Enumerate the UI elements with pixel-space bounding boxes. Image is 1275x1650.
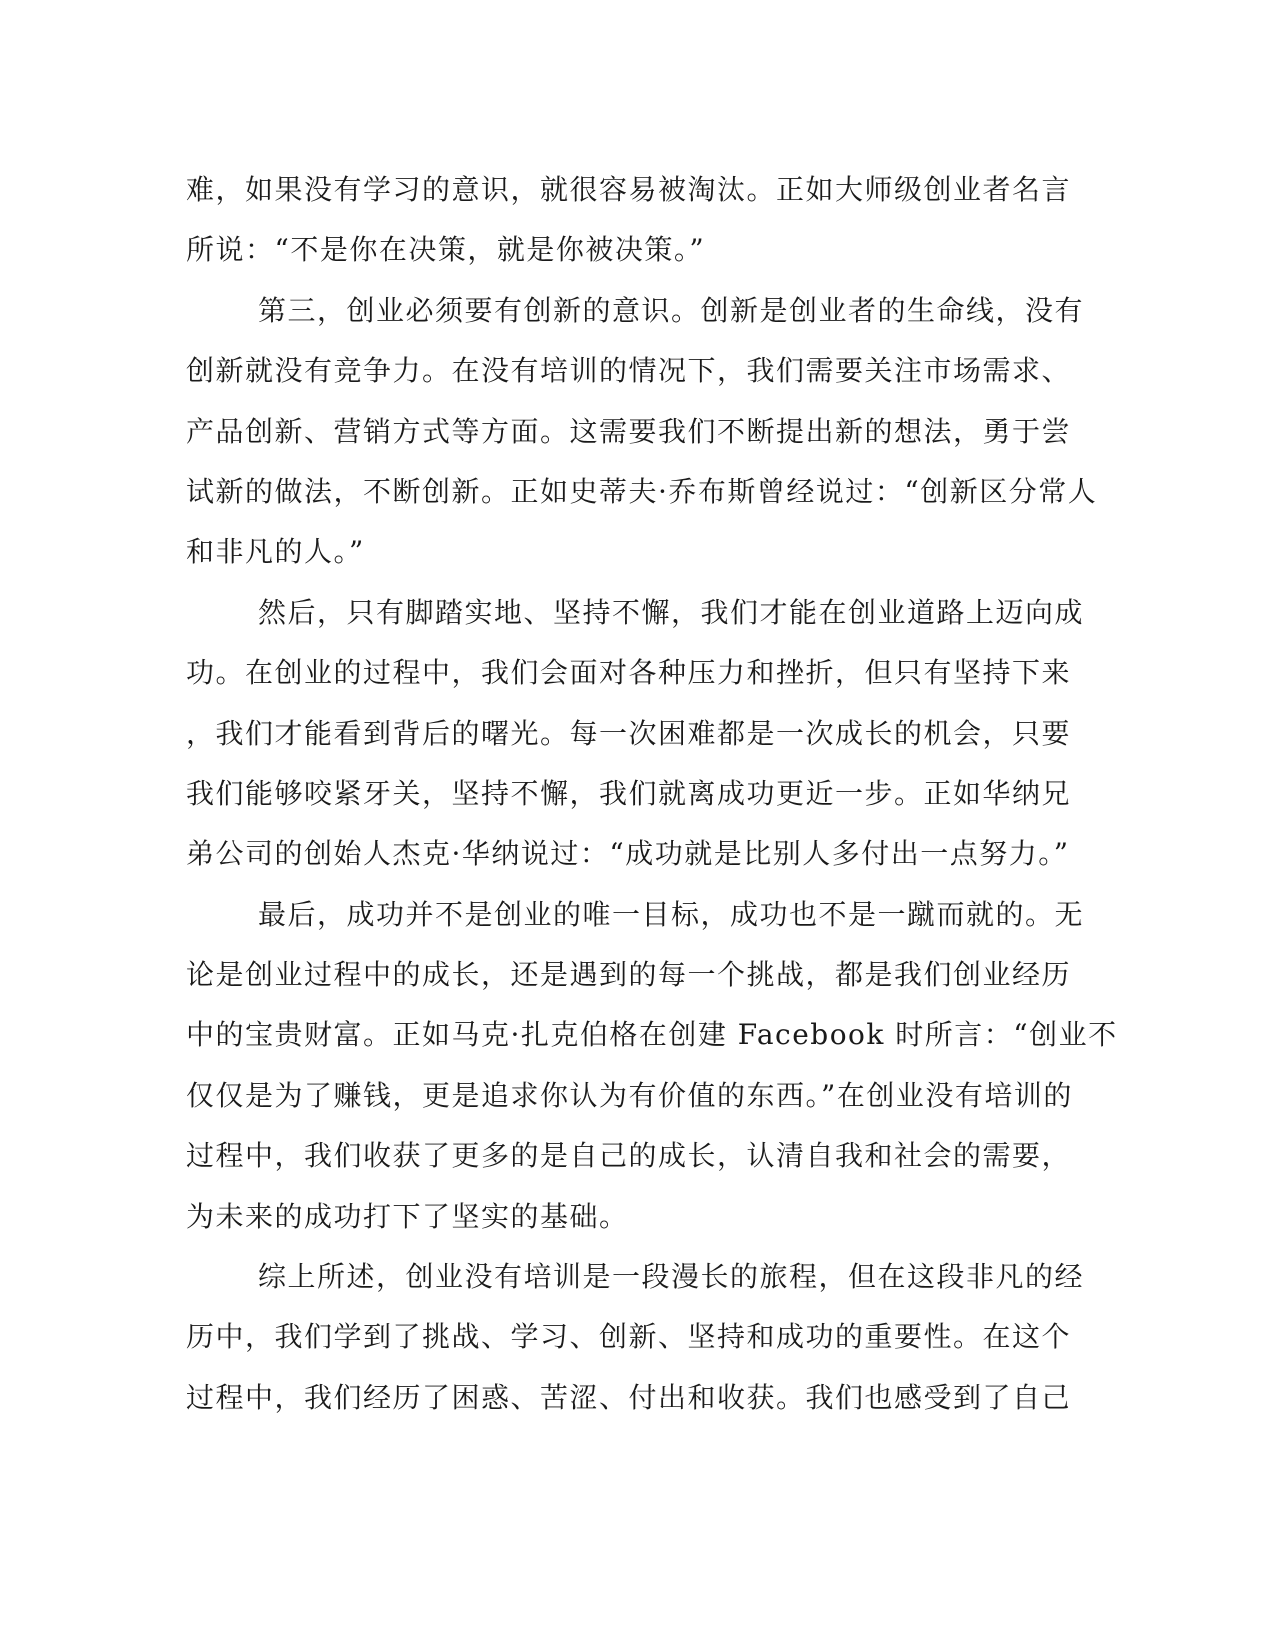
text-line: 功。在创业的过程中，我们会面对各种压力和挫折，但只有坚持下来 <box>186 656 1072 690</box>
text-line: 过程中，我们收获了更多的是自己的成长，认清自我和社会的需要， <box>186 1139 1072 1173</box>
text-line: 难，如果没有学习的意识，就很容易被淘汰。正如大师级创业者名言 <box>186 173 1072 206</box>
paragraph-start-line: 然后，只有脚踏实地、坚持不懈，我们才能在创业道路上迈向成 <box>258 595 1085 629</box>
text-line: 弟公司的创始人杰克·华纳说过：“成功就是比别人多付出一点努力。” <box>186 837 1070 871</box>
paragraph-start-line: 综上所述，创业没有培训是一段漫长的旅程，但在这段非凡的经 <box>258 1260 1085 1294</box>
text-line: 创新就没有竞争力。在没有培训的情况下，我们需要关注市场需求、 <box>186 354 1072 388</box>
text-line: 过程中，我们经历了困惑、苦涩、付出和收获。我们也感受到了自己 <box>186 1380 1072 1414</box>
text-line: 产品创新、营销方式等方面。这需要我们不断提出新的想法，勇于尝 <box>186 414 1072 448</box>
text-line: ，我们才能看到背后的曙光。每一次困难都是一次成长的机会，只要 <box>186 716 1072 750</box>
text-line: 论是创业过程中的成长，还是遇到的每一个挑战，都是我们创业经历 <box>186 958 1072 992</box>
text-line: 所说：“不是你在决策，就是你被决策。” <box>186 233 706 267</box>
text-line: 历中，我们学到了挑战、学习、创新、坚持和成功的重要性。在这个 <box>186 1320 1072 1354</box>
text-line: 和非凡的人。” <box>186 535 365 569</box>
paragraph-start-line: 最后，成功并不是创业的唯一目标，成功也不是一蹴而就的。无 <box>258 897 1085 931</box>
text-line: 试新的做法，不断创新。正如史蒂夫·乔布斯曾经说过：“创新区分常人 <box>186 474 1098 508</box>
paragraph-start-line: 第三，创业必须要有创新的意识。创新是创业者的生命线，没有 <box>258 293 1085 327</box>
text-line: 仅仅是为了赚钱，更是追求你认为有价值的东西。”在创业没有培训的 <box>186 1078 1073 1112</box>
text-line: 为未来的成功打下了坚实的基础。 <box>186 1199 629 1233</box>
text-line: 我们能够咬紧牙关，坚持不懈，我们就离成功更近一步。正如华纳兄 <box>186 776 1072 810</box>
body-text <box>186 160 1118 1428</box>
text-line: 中的宝贵财富。正如马克·扎克伯格在创建 Facebook 时所言：“创业不 <box>186 1018 1118 1052</box>
